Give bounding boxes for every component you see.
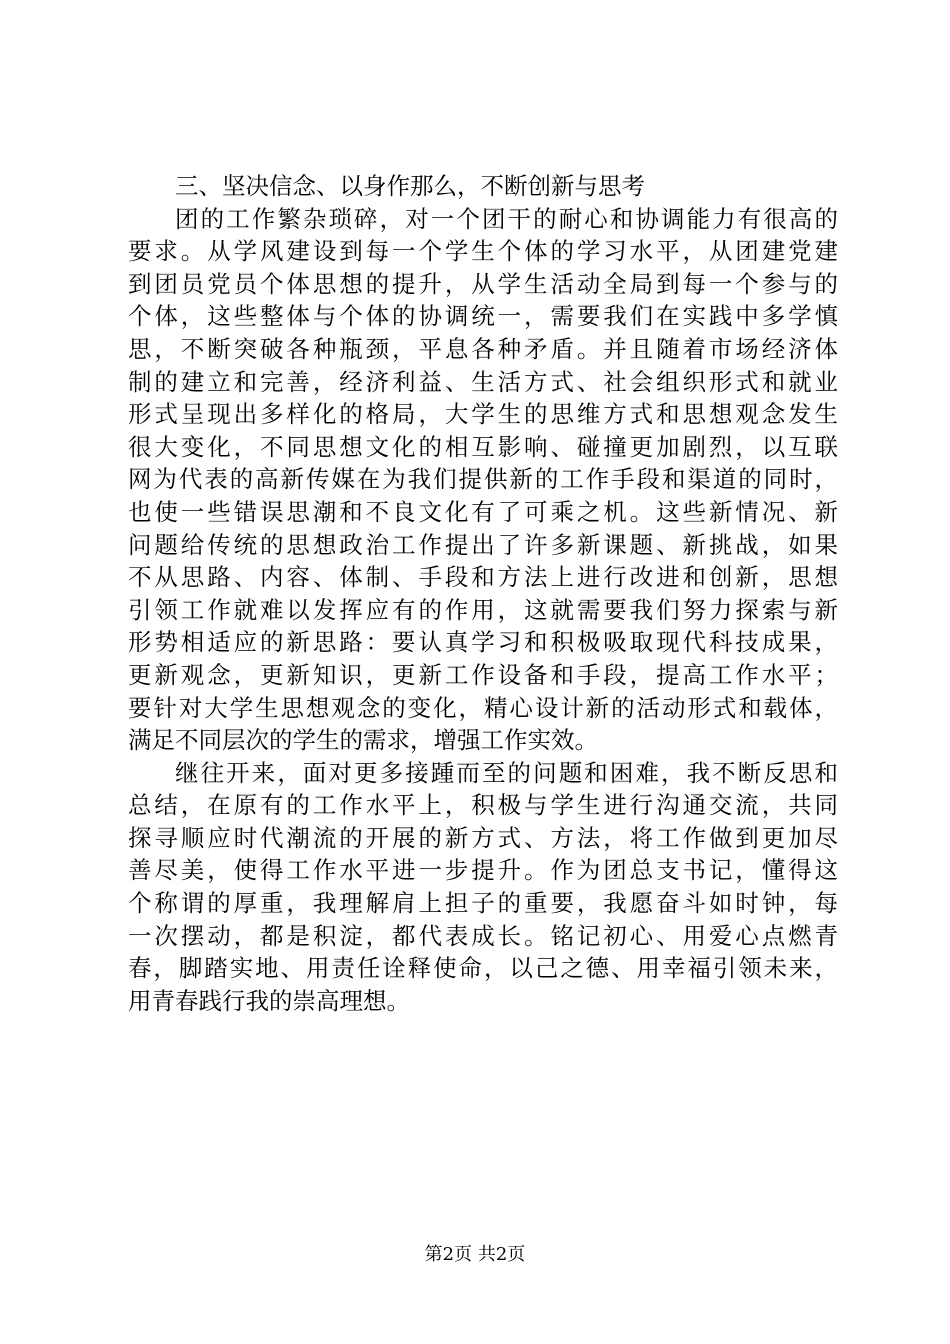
text-line: 形势相适应的新思路：要认真学习和积极吸取现代科技成果，: [128, 628, 838, 657]
text-line: 要针对大学生思想观念的变化，精心设计新的活动形式和载体，: [128, 693, 838, 722]
text-line: 探寻顺应时代潮流的开展的新方式、方法，将工作做到更加尽: [128, 823, 838, 852]
text-line: 引领工作就难以发挥应有的作用，这就需要我们努力探索与新: [128, 595, 838, 624]
text-line: 满足不同层次的学生的需求，增强工作实效。: [128, 726, 598, 755]
text-line: 制的建立和完善，经济利益、生活方式、社会组织形式和就业: [128, 367, 838, 396]
text-line: 继往开来，面对更多接踵而至的问题和困难，我不断反思和: [175, 758, 838, 787]
text-line: 个体，这些整体与个体的协调统一，需要我们在实践中多学慎: [128, 302, 838, 331]
text-line: 到团员党员个体思想的提升，从学生活动全局到每一个参与的: [128, 269, 838, 298]
section-heading: 三、坚决信念、以身作那么，不断创新与思考: [175, 172, 645, 200]
text-line: 形式呈现出多样化的格局，大学生的思维方式和思想观念发生: [128, 400, 838, 429]
text-line: 更新观念，更新知识，更新工作设备和手段，提高工作水平；: [128, 660, 838, 689]
text-line: 善尽美，使得工作水平进一步提升。作为团总支书记，懂得这: [128, 856, 838, 885]
document-body: [128, 170, 838, 1017]
text-line: 也使一些错误思潮和不良文化有了可乘之机。这些新情况、新: [128, 497, 838, 526]
page-footer: [0, 1240, 950, 1270]
text-line: 网为代表的高新传媒在为我们提供新的工作手段和渠道的同时，: [128, 465, 838, 494]
text-line: 总结，在原有的工作水平上，积极与学生进行沟通交流，共同: [128, 791, 838, 820]
page-number-label: 第2页 共2页: [424, 1244, 526, 1265]
text-line: 问题给传统的思想政治工作提出了许多新课题、新挑战，如果: [128, 530, 838, 559]
paragraph-1: [128, 203, 838, 757]
text-line: 一次摆动，都是积淀，都代表成长。铭记初心、用爱心点燃青: [128, 921, 838, 950]
text-line: 个称谓的厚重，我理解肩上担子的重要，我愿奋斗如时钟，每: [128, 889, 838, 918]
text-line: 思，不断突破各种瓶颈，平息各种矛盾。并且随着市场经济体: [128, 334, 838, 363]
text-line: 春，脚踏实地、用责任诠释使命，以己之德、用幸福引领未来，: [128, 954, 838, 983]
text-line: 要求。从学风建设到每一个学生个体的学习水平，从团建党建: [128, 237, 838, 266]
text-line: 用青春践行我的崇高理想。: [128, 986, 410, 1015]
paragraph-2: [128, 757, 838, 1018]
text-line: 很大变化，不同思想文化的相互影响、碰撞更加剧烈，以互联: [128, 432, 838, 461]
text-line: 团的工作繁杂琐碎，对一个团干的耐心和协调能力有很高的: [175, 204, 838, 233]
text-line: 不从思路、内容、体制、手段和方法上进行改进和创新，思想: [128, 563, 838, 592]
